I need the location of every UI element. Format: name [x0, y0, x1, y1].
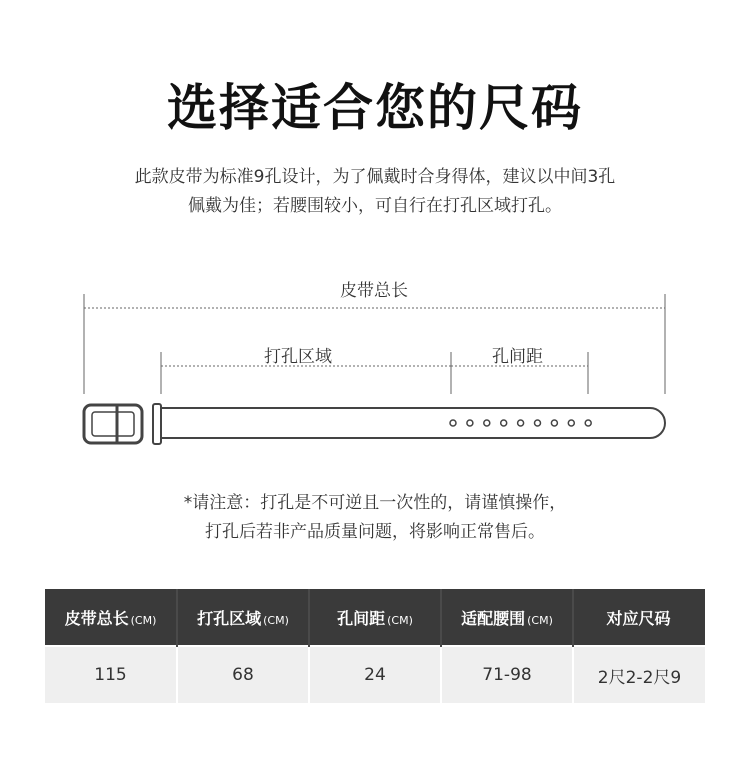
- belt-hole: [484, 420, 490, 426]
- header-total-length: 皮带总长 (CM): [45, 589, 177, 646]
- hole-spacing-label: 孔间距: [492, 347, 543, 367]
- intro-line-1: 此款皮带为标准9孔设计，为了佩戴时合身得体，建议以中间3孔: [134, 167, 616, 187]
- cell-waist: 71-98: [441, 646, 573, 703]
- belt-hole: [585, 420, 591, 426]
- total-length-measure: [84, 294, 665, 394]
- belt-holes: [450, 420, 591, 426]
- notice-line-2: 打孔后若非产品质量问题，将影响正常售后。: [205, 522, 545, 542]
- belt-hole: [535, 420, 541, 426]
- cell-size: 2尺2-2尺9: [573, 646, 705, 703]
- notice-line-1: *请注意：打孔是不可逆且一次性的，请谨慎操作，: [183, 493, 567, 513]
- size-table: [45, 589, 705, 703]
- belt-hole: [568, 420, 574, 426]
- page-title: 选择适合您的尺码: [167, 79, 583, 137]
- header-hole-spacing: 孔间距 (CM): [309, 589, 441, 646]
- belt-hole: [450, 420, 456, 426]
- cell-total-length: 115: [45, 646, 177, 703]
- cell-punch-area: 68: [177, 646, 309, 703]
- cell-hole-spacing: 24: [309, 646, 441, 703]
- header-size: 对应尺码: [573, 589, 705, 646]
- header-waist: 适配腰围 (CM): [441, 589, 573, 646]
- header-punch-area: 打孔区域 (CM): [177, 589, 309, 646]
- belt-buckle: [84, 405, 142, 443]
- belt-hole: [518, 420, 524, 426]
- table-row: [45, 646, 705, 703]
- belt-keeper: [153, 404, 161, 444]
- belt-hole: [501, 420, 507, 426]
- belt-hole: [467, 420, 473, 426]
- intro-line-2: 佩戴为佳；若腰围较小，可自行在打孔区域打孔。: [188, 196, 562, 216]
- notice-text: [60, 489, 690, 547]
- size-table-header-row: [45, 589, 705, 646]
- total-length-label: 皮带总长: [340, 281, 408, 301]
- punch-area-label: 打孔区域: [264, 347, 332, 367]
- belt-strap: [161, 408, 665, 438]
- belt-hole: [551, 420, 557, 426]
